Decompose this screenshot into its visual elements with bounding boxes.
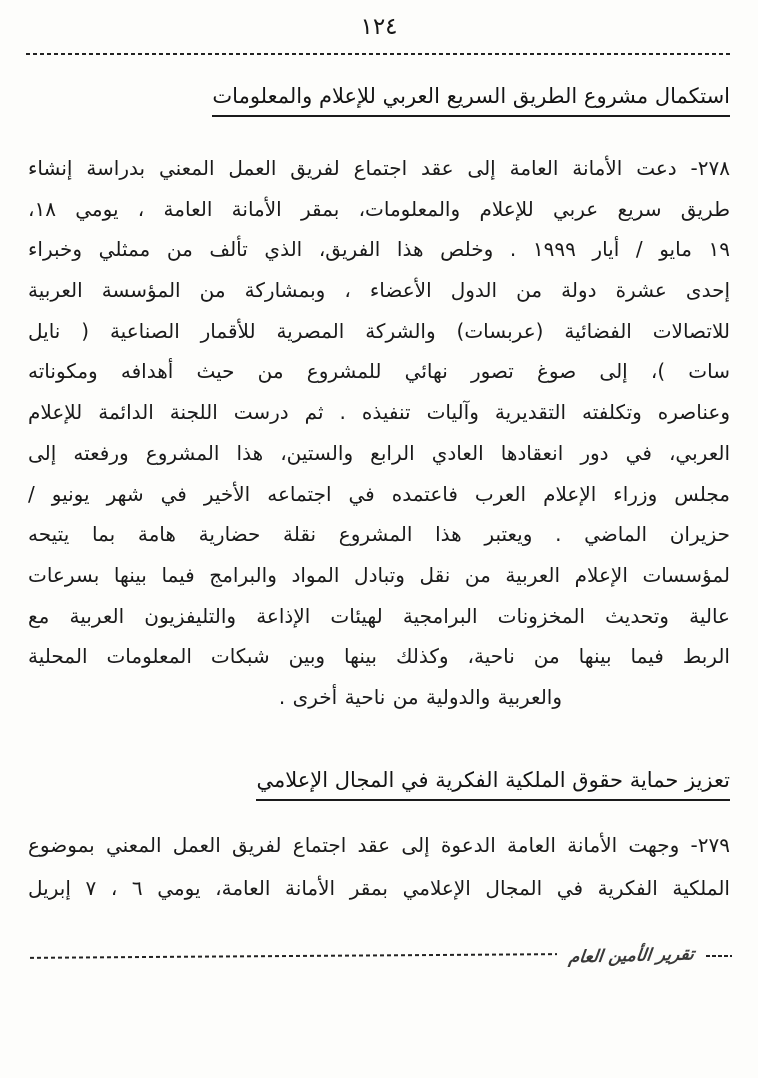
footer-divider-rule xyxy=(30,953,557,959)
header-divider-rule xyxy=(26,53,731,55)
paragraph-line: للاتصالات الفضائية (عربسات) والشركة المصرية للأقمار الصناعية ( نايل xyxy=(28,318,730,343)
paragraph-line: سات )، إلى صوغ تصور نهائي للمشروع من حيث أهدافه ومكوناته xyxy=(28,359,730,384)
paragraph-line: إحدى عشرة دولة من الدول الأعضاء ، وبمشاركة من المؤسسة العربية xyxy=(28,278,730,303)
paragraph-line: ٢٧٨- دعت الأمانة العامة إلى عقد اجتماع لفريق العمل المعني بدراسة إنشاء xyxy=(28,156,730,180)
paragraph-line: وعناصره وتكلفته التقديرية وآليات تنفيذه . ثم درست اللجنة الدائمة للإعلام xyxy=(28,400,730,425)
paragraph-279 xyxy=(28,824,730,909)
paragraph-line: عالية وتحديث المخزونات البرامجية لهيئات الإذاعة والتليفزيون العربية مع xyxy=(28,603,730,628)
paragraph-line: الربط فيما بينها من ناحية، وكذلك بينها وبين شبكات المعلومات المحلية xyxy=(28,644,730,669)
paragraph-line: مجلس وزراء الإعلام العرب فاعتمده في اجتماعه الأخير في شهر يونيو / xyxy=(28,481,730,506)
footer-short-dash-rule xyxy=(706,955,732,957)
paragraph-line: طريق سريع عربي للإعلام والمعلومات، بمقر الأمانة العامة ، يومي ١٨، xyxy=(28,196,730,221)
section1-heading: استكمال مشروع الطريق السريع العربي للإعلام والمعلومات xyxy=(212,84,730,117)
paragraph-line: ٢٧٩- وجهت الأمانة العامة الدعوة إلى عقد اجتماع لفريق العمل المعني بموضوع xyxy=(28,833,730,857)
paragraph-line: حزيران الماضي . ويعتبر هذا المشروع نقلة حضارية هامة بما يتيحه xyxy=(28,522,730,547)
paragraph-line: والعربية والدولية من ناحية أخرى . xyxy=(278,684,562,709)
paragraph-line: الملكية الفكرية في المجال الإعلامي بمقر الأمانة العامة، يومي ٦ ، ٧ إبريل xyxy=(28,875,730,900)
page-footer xyxy=(30,946,732,966)
page-number: ١٢٤ xyxy=(360,14,398,40)
paragraph-line: العربي، في دور انعقادها العادي الرابع والستين، هذا المشروع ورفعته إلى xyxy=(28,440,730,465)
footer-signature-note: تقرير الأمين العام xyxy=(567,944,696,968)
paragraph-278 xyxy=(28,148,730,718)
paragraph-line: لمؤسسات الإعلام العربية من نقل وتبادل المواد والبرامج فيما بينها بسرعات xyxy=(28,562,730,587)
section2-heading: تعزيز حماية حقوق الملكية الفكرية في المجال الإعلامي xyxy=(256,768,730,801)
paragraph-line: ١٩ مايو / أيار ١٩٩٩ . وخلص هذا الفريق، الذي تألف من ممثلي وخبراء xyxy=(28,237,730,262)
